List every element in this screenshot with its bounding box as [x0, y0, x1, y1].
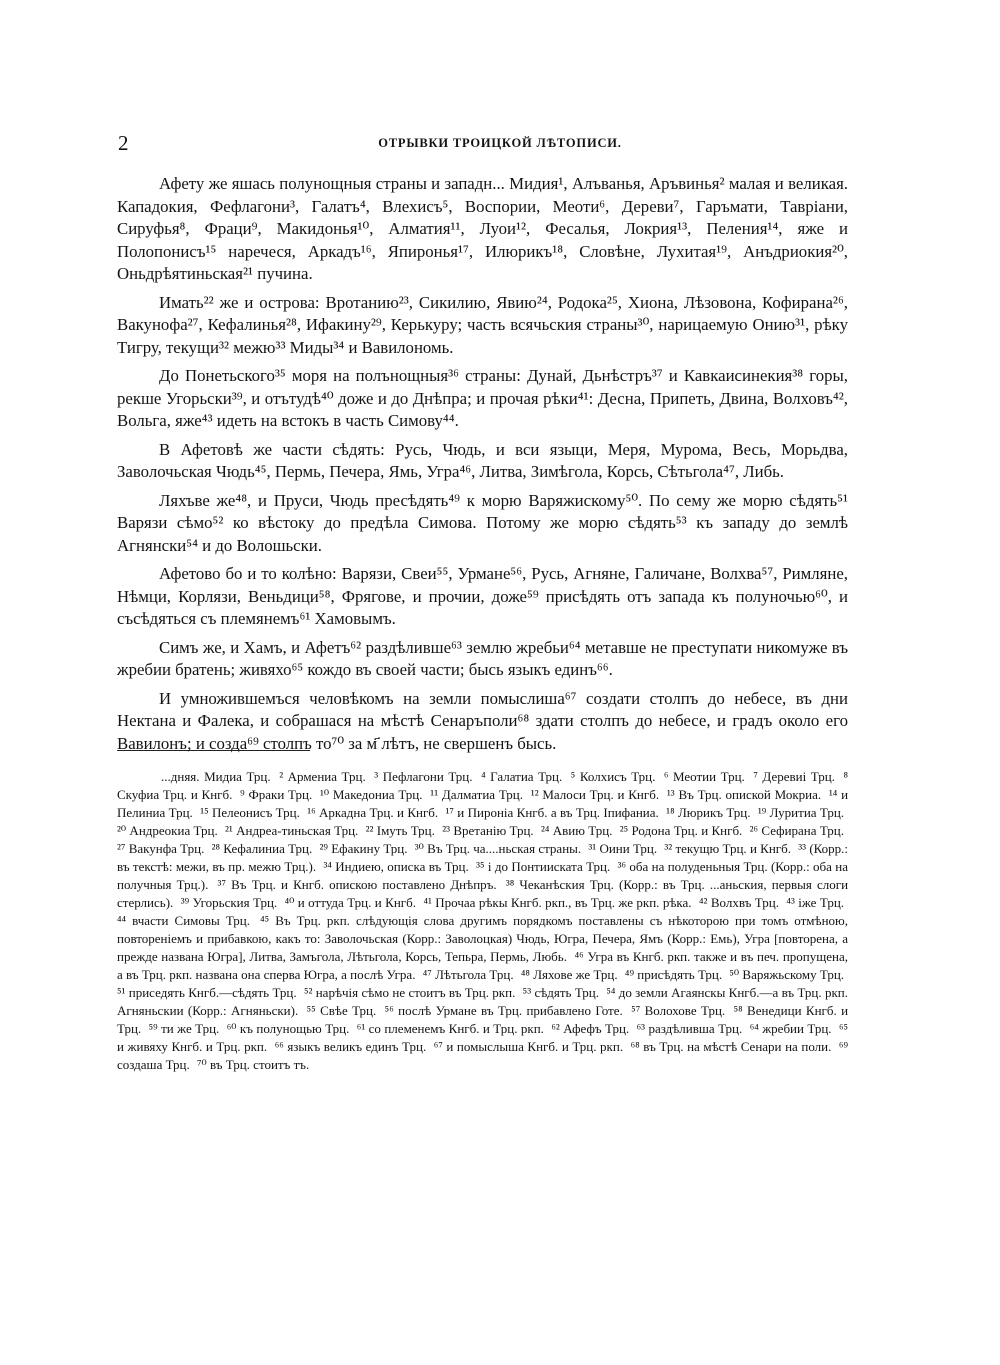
footnote: ²⁸ Кефалиниа Трц. — [211, 841, 313, 856]
footnote: ²⁰ Андреокиа Трц. — [117, 823, 218, 838]
footnote: ¹⁶ Аркадна Трц. и Кнгб. — [307, 805, 439, 820]
footnote: ¹³ Въ Трц. опиской Мокриа. — [666, 787, 822, 802]
footnote: ⁴⁵ Въ Трц. ркп. слѣдующія слова другимъ порядкомъ поставлены съ нѣкоторою при томъ отмѣною, повтореніемъ и прибавкою, какъ то: Заволочьская (Корр.: Заволоцкая) Чюдь, Югра, Печера, Ямъ (Корр.: Емь), Угра [повторена, а прежде названа Югра], Литва, Замъгола, Лѣтьгола, Корсь, Тепьра, Пермь, Любь. — [117, 913, 849, 964]
paragraph: В Афетовѣ же части сѣдять: Русь, Чюдь, и вси языци, Меря, Мурома, Весь, Морьдва, Заволочьская Чюдь⁴⁵, Пермь, Печера, Ямь, Угра⁴⁶, Литва, Зимѣгола, Корсь, Сѣтьгола⁴⁷, Либь. — [117, 439, 848, 481]
footnote: ⁵⁶ послѣ Урмане въ Трц. прибавлено Готе. — [384, 1003, 623, 1018]
footnote: ⁵⁴ до земли Агаянскы Кнгб.—а въ Трц. ркп. Агняньскии (Корр.: Агняньски). — [117, 985, 849, 1018]
paragraph: И умножившемъся человѣкомъ на земли помыслиша⁶⁷ создати столпъ до небесе, въ дни Нектана и Фалека, и собрашася на мѣстѣ Сенаръполи⁶⁸ здати столпъ до небесе, и градъ около его Вавилонъ; и созда⁶⁹ столпъ то⁷⁰ за м҃ лѣтъ, не свершенъ бысь. — [117, 688, 848, 753]
footnote: ⁶⁰ къ полунощью Трц. — [226, 1021, 350, 1036]
footnote: ¹⁰ Македониа Трц. — [319, 787, 423, 802]
paragraph: Имать²² же и острова: Вротанию²³, Сикилию, Явию²⁴, Родока²⁵, Хиона, Лѣзовона, Кофирана²⁶, Вакунофа²⁷, Кефалинья²⁸, Ифакину²⁹, Керькуру; часть всячьския страны³⁰, нарицаемую Онию³¹, рѣку Тигру, текущи³² межю³³ Миды³⁴ и Вавилономь. — [117, 292, 848, 357]
footnote: ²⁶ Сефирана Трц. — [749, 823, 845, 838]
footnote: ⁴⁸ Ляхове же Трц. — [520, 967, 618, 982]
footnote: ¹⁴ и Пелиниа Трц. — [117, 787, 849, 820]
footnote-divider — [117, 750, 310, 751]
footnote: ⁶⁷ и помыслыша Кнгб. и Трц. ркп. — [433, 1039, 624, 1054]
footnote: ²⁵ Родона Трц. и Кнгб. — [619, 823, 743, 838]
footnote: ⁴⁹ присѣдять Трц. — [624, 967, 723, 982]
paragraph: Симъ же, и Хамъ, и Афетъ⁶² раздѣливше⁶³ землю жребьи⁶⁴ метавше не преступати никомуже въ жребии братень; живяхо⁶⁵ кождо въ своей части; бысь языкъ единъ⁶⁶. — [117, 637, 848, 679]
footnote: ⁴ Галатиа Трц. — [481, 769, 563, 784]
footnote: ⁵² нарѣчія сѣмо не стоитъ въ Трц. ркп. — [303, 985, 516, 1000]
footnote: ⁶⁵ и живяху Кнгб. и Трц. ркп. — [117, 1021, 849, 1054]
footnote: ³⁰ Въ Трц. ча....ньская страны. — [414, 841, 582, 856]
footnote: ⁶⁶ языкъ великъ единъ Трц. — [274, 1039, 427, 1054]
footnote: ⁶⁴ жребии Трц. — [749, 1021, 832, 1036]
footnote: ³⁸ Чеканѣския Трц. (Корр.: въ Трц. ...аньския, первыя слоги стерлись). — [117, 877, 849, 910]
paragraph: Ляхъве же⁴⁸, и Пруси, Чюдь пресѣдять⁴⁹ к морю Варяжискому⁵⁰. По сему же морю сѣдять⁵¹ Варязи сѣмо⁵² ко вѣстоку до предѣла Симова. Потому же морю сѣдять⁵³ къ западу до землѣ Агнянски⁵⁴ и до Волошьски. — [117, 490, 848, 555]
footnote: ⁵⁹ ти же Трц. — [148, 1021, 220, 1036]
footnote: ³⁶ оба на полуденьныя Трц. (Корр.: оба на получныя Трц.). — [117, 859, 849, 892]
footnote: ⁹ Фраки Трц. — [240, 787, 313, 802]
footnote: ²² Імуть Трц. — [365, 823, 435, 838]
footnote: ...дняя. Мидиа Трц. — [161, 769, 271, 784]
footnote: ⁴⁷ Лѣтьгола Трц. — [422, 967, 514, 982]
footnote: ²³ Вретанію Трц. — [442, 823, 534, 838]
footnote: ⁶² Афефъ Трц. — [551, 1021, 630, 1036]
footnote: ²⁹ Ефакину Трц. — [319, 841, 408, 856]
footnote: ⁷⁰ въ Трц. стоитъ тъ. — [197, 1057, 310, 1072]
footnote: ⁴⁴ вчасти Симовы Трц. — [117, 913, 250, 928]
footnote: ⁶¹ со племенемъ Кнгб. и Трц. ркп. — [356, 1021, 544, 1036]
footnote: ² Армениа Трц. — [279, 769, 366, 784]
footnote: ⁵¹ приседять Кнгб.—сѣдять Трц. — [117, 985, 297, 1000]
paragraph: Афетово бо и то колѣно: Варязи, Свеи⁵⁵, Урмане⁵⁶, Русь, Агняне, Галичане, Волхва⁵⁷, Римляне, Нѣмци, Корлязи, Веньдици⁵⁸, Фрягове, и прочии, доже⁵⁹ присѣдять отъ запада къ полуночью⁶⁰, и съсѣдяться съ племянемъ⁶¹ Хамовымъ. — [117, 564, 848, 628]
footnote: ²⁷ Вакунфа Трц. — [117, 841, 205, 856]
footnote: ¹⁸ Люрикъ Трц. — [666, 805, 751, 820]
footnote: ⁴⁰ и оттуда Трц. и Кнгб. — [284, 895, 416, 910]
footnote: ⁸ Скуфиа Трц. и Кнгб. — [117, 769, 848, 802]
footnote: ⁷ Деревиі Трц. — [753, 769, 835, 784]
footnote: ¹⁵ Пелеонисъ Трц. — [200, 805, 300, 820]
paragraph: Афету же яшась полунощныя страны и западн... Мидия¹, Алъванья, Аръвинья² малая и великая. Кападокия, Фефлагони³, Галатъ⁴, Влехисъ⁵, Воспории, Меоти⁶, Дереви⁷, Гаръмати, Тавріани, Сируфья⁸, Фраци⁹, Макидонья¹⁰, Алматия¹¹, Луои¹², Фесалья, Локрия¹³, Пеления¹⁴, яже и Полопонисъ¹⁵ наречеся, Аркадъ¹⁶, Япиронья¹⁷, Илюрикъ¹⁸, Словѣне, Лухитая¹⁹, Анъдриокия²⁰, Оньдрѣятиньская²¹ пучина. — [117, 174, 848, 283]
paragraph: До Понетьского³⁵ моря на полънощныя³⁶ страны: Дунай, Дьнѣстръ³⁷ и Кавкаисинекия³⁸ горы, рекше Угорьски³⁹, и отътудѣ⁴⁰ доже и до Днѣпра; и прочая рѣки⁴¹: Десна, Припеть, Двина, Волховъ⁴², Вольга, яже⁴³ идеть на встокъ в часть Симову⁴⁴. — [117, 366, 848, 430]
footnote: ³ Пефлагони Трц. — [374, 769, 473, 784]
footnote: ³⁷ Въ Трц. и Кнгб. опискою поставлено Днѣпръ. — [217, 877, 497, 892]
footnote: ²¹ Андреа-тиньская Трц. — [225, 823, 359, 838]
footnote: ⁵⁸ Венедици Кнгб. и Трц. — [117, 1003, 849, 1036]
footnote: ³⁵ і до Понтииската Трц. — [476, 859, 611, 874]
footnote: ³¹ Оини Трц. — [588, 841, 658, 856]
footnote: ³⁴ Индиею, описка въ Трц. — [323, 859, 469, 874]
main-text — [117, 173, 848, 761]
footnote: ⁵ Колхисъ Трц. — [570, 769, 656, 784]
footnote: ⁴¹ Прочаа рѣкы Кнгб. ркп., въ Трц. же ркп. рѣка. — [423, 895, 692, 910]
footnote: ³⁹ Угорьския Трц. — [180, 895, 278, 910]
footnote: ⁵⁵ Свѣе Трц. — [306, 1003, 377, 1018]
footnote: ⁴⁶ Угра въ Кнгб. ркп. также и въ печ. пропущена, а въ Трц. ркп. названа она сперва Югра, а послѣ Угра. — [117, 949, 848, 982]
footnote: ²⁴ Авию Трц. — [541, 823, 613, 838]
footnote: ³³ (Корр.: въ текстѣ: межи, въ пр. межю Трц.). — [117, 841, 849, 874]
running-head: ОТРЫВКИ ТРОИЦКОЙ ЛѢТОПИСИ. — [378, 136, 622, 150]
footnote: ³² текущю Трц. и Кнгб. — [664, 841, 791, 856]
footnote: ⁵⁷ Волохове Трц. — [631, 1003, 726, 1018]
footnotes — [117, 768, 848, 1074]
footnote: ¹² Малоси Трц. и Кнгб. — [530, 787, 660, 802]
footnote: ⁵³ сѣдять Трц. — [522, 985, 599, 1000]
footnote: ⁶⁹ создаша Трц. — [117, 1039, 848, 1072]
footnote: ⁴³ іже Трц. — [786, 895, 845, 910]
footnote: ⁶ Меотии Трц. — [663, 769, 745, 784]
footnote: ⁵⁰ Варяжьскому Трц. — [729, 967, 845, 982]
footnote: ⁶³ раздѣливша Трц. — [636, 1021, 743, 1036]
footnote: ⁴² Волхвъ Трц. — [699, 895, 779, 910]
footnote: ¹⁷ и Пироніа Кнгб. а въ Трц. Іпифаниа. — [445, 805, 659, 820]
page-number: 2 — [118, 131, 129, 155]
footnote: ¹⁹ Луритиа Трц. — [757, 805, 845, 820]
footnote: ⁶⁸ въ Трц. на мѣстѣ Сенари на поли. — [630, 1039, 832, 1054]
footnote: ¹¹ Далматиа Трц. — [430, 787, 524, 802]
